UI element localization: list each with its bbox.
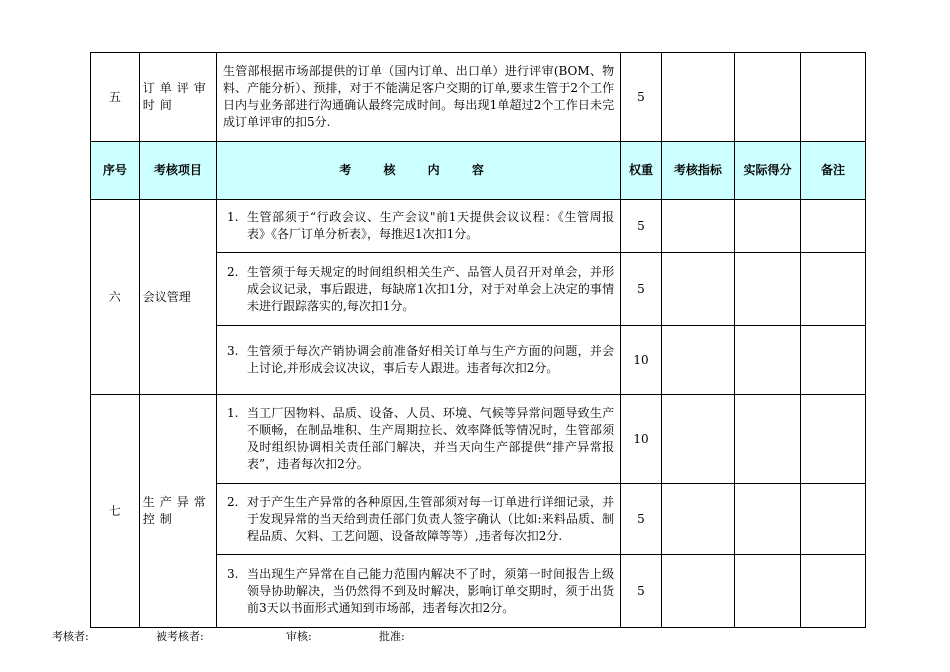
entry-number: 1. — [226, 210, 239, 224]
note-cell — [800, 484, 865, 555]
assessment-item: 订单评审时间 — [139, 53, 216, 142]
note-cell — [800, 555, 865, 628]
table-header-row — [91, 142, 866, 200]
score-cell — [734, 200, 800, 253]
weight-cell: 10 — [621, 326, 662, 395]
table-row-5 — [91, 53, 866, 142]
assessment-table — [90, 52, 866, 628]
entry-text: 生管须于每次产销协调会前准备好相关订单与生产方面的问题，并会上讨论,并形成会议决议，事后专人跟进。违者每次扣2分。 — [246, 344, 615, 375]
table-row-6-1 — [91, 200, 866, 253]
row-number: 六 — [91, 200, 140, 395]
entry-number: 2. — [226, 264, 239, 279]
note-cell — [800, 395, 865, 484]
assessment-content — [216, 200, 620, 253]
score-cell — [734, 326, 800, 395]
entry-text: 对于产生生产异常的各种原因,生管部须对每一订单进行详细记录，并于发现异常的当天给到责任部门负责人签字确认（比如:来料品质、制程品质、欠料、工艺问题、设备故障等等）,违者每次扣2分. — [246, 494, 615, 543]
assessment-content — [216, 326, 620, 395]
score-cell — [734, 395, 800, 484]
assessment-sheet — [90, 52, 866, 628]
table-row-7-1 — [91, 395, 866, 484]
entry-number: 3. — [226, 344, 239, 358]
weight-cell: 5 — [621, 200, 662, 253]
header-score: 实际得分 — [734, 142, 800, 200]
signature-footer — [52, 628, 405, 644]
score-cell — [734, 53, 800, 142]
header-content: 考 核 内 容 — [216, 142, 620, 200]
weight-cell: 5 — [621, 484, 662, 555]
weight-cell: 5 — [621, 555, 662, 628]
entry-text: 生管须于每天规定的时间组织相关生产、品管人员召开对单会，并形成会议记录，事后跟进，每缺席1次扣1分，对于对单会上决定的事情未进行跟踪落实的,每次扣1分。 — [246, 264, 615, 313]
assessment-content — [216, 555, 620, 628]
assessment-item: 会议管理 — [139, 200, 216, 395]
header-weight: 权重 — [621, 142, 662, 200]
note-cell — [800, 253, 865, 326]
score-cell — [734, 555, 800, 628]
assessment-content: 生管部根据市场部提供的订单（国内订单、出口单）进行评审(BOM、物料、产能分析）、预排，对于不能满足客户交期的订单,要求生管于2个工作日内与业务部进行沟通确认最终完成时间。每出现1单超过2个工作日未完成订单评审的扣5分. — [216, 53, 620, 142]
entry-text: 生管部须于“行政会议、生产会议"前1天提供会议议程：《生管周报表》《各厂订单分析表》，每推迟1次扣1分。 — [246, 210, 615, 241]
index-cell — [661, 326, 734, 395]
assessor-label: 考核者: — [52, 630, 89, 643]
row-number: 五 — [91, 53, 140, 142]
entry-text: 当出现生产异常在自己能力范围内解决不了时，须第一时间报告上级领导协助解决，当仍然得不到及时解决，影响订单交期时，须于出货前3天以书面形式通知到市场部，违者每次扣2分。 — [246, 566, 615, 615]
entry-number: 3. — [226, 566, 239, 581]
index-cell — [661, 200, 734, 253]
weight-cell: 5 — [621, 53, 662, 142]
score-cell — [734, 484, 800, 555]
header-item: 考核项目 — [139, 142, 216, 200]
entry-number: 2. — [226, 494, 239, 509]
note-cell — [800, 200, 865, 253]
header-no: 序号 — [91, 142, 140, 200]
reviewer-label: 审核: — [286, 630, 312, 643]
header-note: 备注 — [800, 142, 865, 200]
entry-text: 当工厂因物料、品质、设备、人员、环境、气候等异常问题导致生产不顺畅，在制品堆积、生产周期拉长、效率降低等情况时，生管部须及时组织协调相关责任部门解决，并当天向生产部提供“排产异常报表”，违者每次扣2分。 — [246, 406, 615, 471]
row-number: 七 — [91, 395, 140, 628]
index-cell — [661, 555, 734, 628]
note-cell — [800, 53, 865, 142]
header-index: 考核指标 — [661, 142, 734, 200]
assessment-content — [216, 484, 620, 555]
note-cell — [800, 326, 865, 395]
approver-label: 批准: — [379, 630, 405, 643]
index-cell — [661, 484, 734, 555]
index-cell — [661, 253, 734, 326]
weight-cell: 5 — [621, 253, 662, 326]
assessment-item: 生产异常控制 — [139, 395, 216, 628]
assessment-content — [216, 253, 620, 326]
entry-number: 1. — [226, 406, 239, 420]
score-cell — [734, 253, 800, 326]
index-cell — [661, 53, 734, 142]
weight-cell: 10 — [621, 395, 662, 484]
assessee-label: 被考核者: — [156, 630, 204, 643]
index-cell — [661, 395, 734, 484]
assessment-content — [216, 395, 620, 484]
